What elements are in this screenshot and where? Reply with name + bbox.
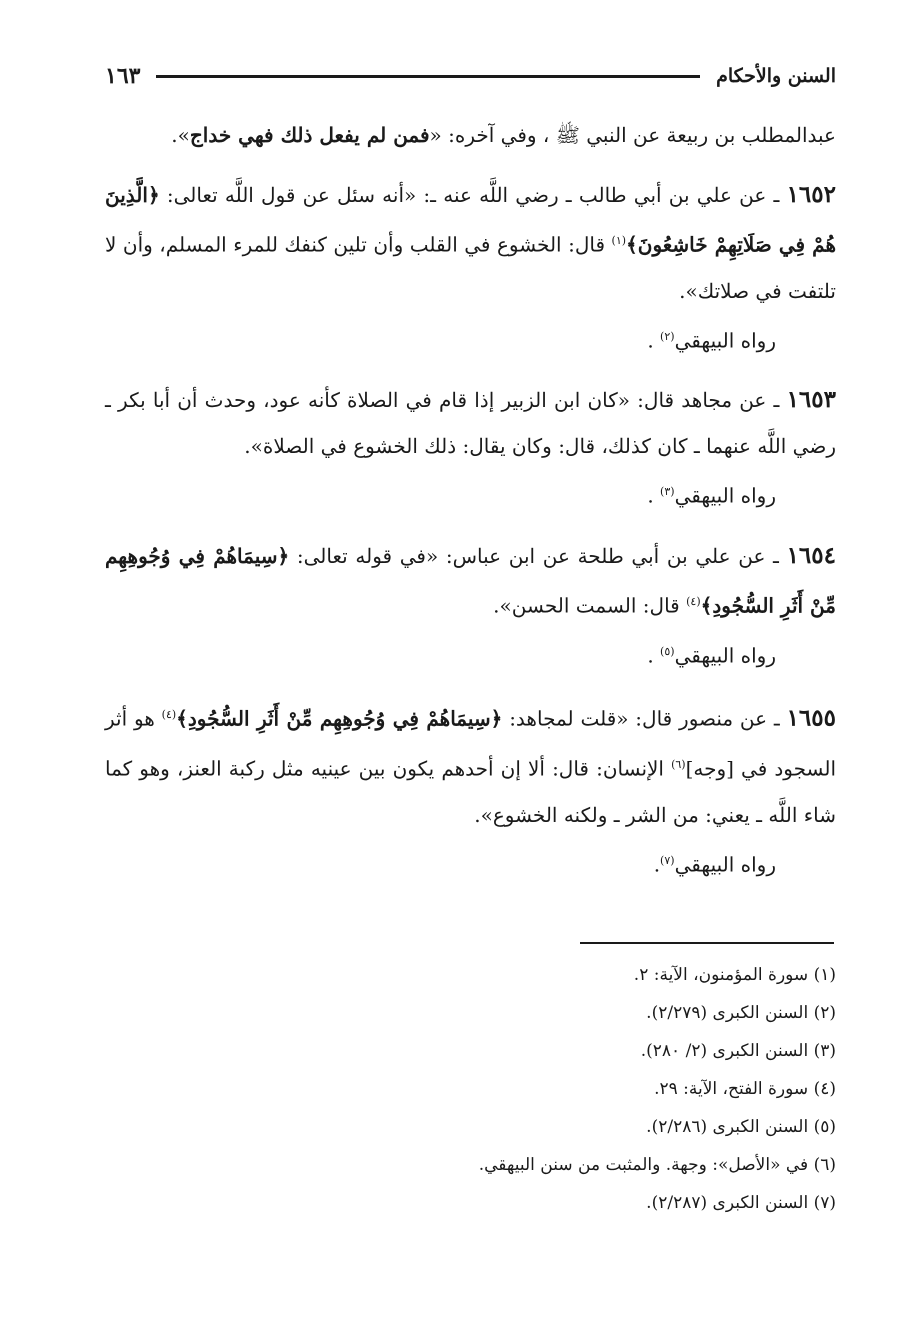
- source-text: رواه البيهقي: [674, 483, 776, 508]
- source-end: .: [647, 328, 661, 353]
- footnote-ref: (٣): [660, 485, 675, 499]
- hadith-1654: [105, 533, 836, 629]
- footnote: (٧) السنن الكبرى (٢/٢٨٧).: [646, 1193, 836, 1213]
- header-rule: [156, 75, 700, 78]
- source-end: .: [647, 483, 661, 508]
- footnote-ref: (٦): [671, 757, 686, 771]
- source-end: .: [653, 852, 661, 877]
- cont-bold: فمن لم يفعل ذلك فهي خداج: [189, 123, 430, 147]
- source-line: [105, 838, 836, 888]
- footnote: (٥) السنن الكبرى (٢/٢٨٦).: [646, 1117, 836, 1137]
- footnote-ref: (٤): [686, 594, 701, 608]
- spacer: [105, 363, 836, 377]
- hadith-text: ـ عن علي بن أبي طلحة عن ابن عباس: «في قوله تعالى:: [289, 543, 787, 568]
- footnote-ref: (٥): [660, 644, 675, 658]
- page-number: ١٦٣: [105, 63, 141, 89]
- hadith-text: هو أثر السجود في [وجه]: [105, 706, 836, 781]
- footnote: (٢) السنن الكبرى (٢/٢٧٩).: [646, 1003, 836, 1023]
- quran-verse: ﴿سِيمَاهُمْ فِي وُجُوهِهِم مِّنْ أَثَرِ السُّجُودِ﴾: [105, 543, 836, 618]
- source-end: .: [647, 643, 661, 668]
- hadith-1653: [105, 377, 836, 469]
- cont-text: عبدالمطلب بن ربيعة عن النبي ﷺ ، وفي آخره: «: [429, 123, 836, 147]
- source-text: رواه البيهقي: [674, 643, 776, 668]
- hadith-number: ١٦٥٤: [786, 541, 836, 569]
- hadith-1655: [105, 692, 836, 837]
- footnotes: [105, 956, 836, 1222]
- hadith-text: قال: السمت الحسن».: [493, 593, 687, 618]
- source-text: رواه البيهقي: [674, 328, 776, 353]
- footnote-ref: (٤): [161, 708, 177, 722]
- source-line: [105, 314, 836, 364]
- spacer: [105, 519, 836, 533]
- cont-end: ».: [171, 123, 190, 147]
- hadith-text: ـ عن علي بن أبي طالب ـ رضي اللَّه عنه ـ: «أنه سئل عن قول اللَّه تعالى:: [159, 183, 787, 207]
- spacer: [105, 678, 836, 692]
- source-text: رواه البيهقي: [674, 852, 776, 877]
- source-line: [105, 469, 836, 519]
- header-title: السنن والأحكام: [716, 65, 836, 87]
- footnote: (٣) السنن الكبرى (٢/ ٢٨٠).: [640, 1041, 836, 1061]
- spacer: [105, 158, 836, 172]
- hadith-number: ١٦٥٥: [786, 704, 836, 732]
- hadith-text: ـ عن منصور قال: «قلت لمجاهد:: [502, 706, 787, 731]
- hadith-text: الإنسان: قال: ألا إن أحدهم يكون بين عينيه مثل ركبة العنز، وهو كما شاء اللَّه ـ يعني: من الشر ـ ولكنه الخشوع».: [105, 756, 836, 827]
- quran-verse: ﴿سِيمَاهُمْ فِي وُجُوهِهِم مِّنْ أَثَرِ السُّجُودِ﴾: [176, 706, 503, 731]
- footnote-ref: (١): [611, 234, 627, 247]
- footnote-ref: (٧): [660, 853, 675, 867]
- footnote: (٦) في «الأصل»: وجهة. والمثبت من سنن البيهقي.: [478, 1155, 836, 1175]
- hadith-number: ١٦٥٢: [786, 181, 836, 208]
- footnote: (١) سورة المؤمنون، الآية: ٢.: [633, 965, 836, 985]
- footnote-rule: [580, 942, 834, 944]
- hadith-text: قال: الخشوع في القلب وأن تلين كنفك للمرء المسلم، وأن لا تلتفت في صلاتك».: [105, 232, 836, 303]
- hadith-number: ١٦٥٣: [786, 386, 836, 414]
- running-header: [105, 56, 836, 96]
- footnote: (٤) سورة الفتح، الآية: ٢٩.: [654, 1079, 836, 1099]
- source-line: [105, 629, 836, 679]
- continuation-paragraph: [105, 112, 836, 158]
- main-text: [105, 112, 836, 887]
- quran-verse: ﴿الَّذِينَ هُمْ فِي صَلَاتِهِمْ خَاشِعُونَ﴾: [105, 183, 836, 257]
- footnote-ref: (٢): [660, 329, 675, 343]
- hadith-text: ـ عن مجاهد قال: «كان ابن الزبير إذا قام في الصلاة كأنه عود، وحدث أن أبا بكر ـ رضي اللَّه عنهما ـ كان كذلك، قال: وكان يقال: ذلك الخشوع في الصلاة».: [105, 388, 836, 459]
- hadith-1652: [105, 172, 836, 314]
